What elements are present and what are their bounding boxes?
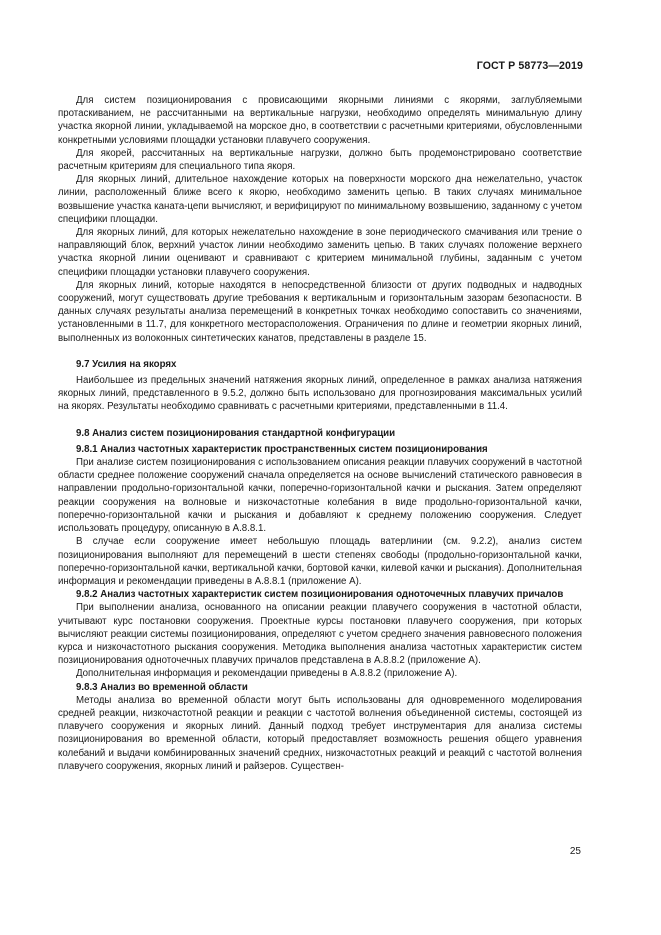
- document-id-header: ГОСТ Р 58773—2019: [476, 60, 583, 72]
- paragraph: При выполнении анализа, основанного на описании реакции плавучего сооружения в частотной области, учитывают курс постановки сооружения. Проектные курсы постановки плавучего сооружения, при которых вычисляют реакции системы позиционирования, определяют с учетом среднего значения равновесного положения курса и низкочастотного рыскания сооружения. Методика выполнения анализа частотных характеристик систем позиционирования одноточечных плавучих причалов представлена в А.8.8.2 (приложение А).: [58, 602, 582, 667]
- paragraph: Для якорных линий, для которых нежелательно нахождение в зоне периодического смачивания или трение о направляющий блок, верхний участок линии необходимо заменить цепью. В таких случаях положение верхнего участка якорной линии оценивают и сравнивают с критерием минимальной глубины, заданным с учетом специфики площадки установки плавучего сооружения.: [58, 227, 582, 278]
- subsection-heading-9-8-1: 9.8.1 Анализ частотных характеристик пространственных систем позиционирования: [76, 443, 488, 455]
- paragraph: Для систем позиционирования с провисающими якорными линиями с якорями, заглубляемыми протаскиванием, не рассчитанными на вертикальные нагрузки, необходимо определять минимальную длину участка якорной линии, укладываемой на морское дно, в соответствии с расчетными критериями, обусловленными конкретными условиями площадки установки плавучего сооружения.: [58, 95, 582, 146]
- paragraph: Дополнительная информация и рекомендации приведены в А.8.8.2 (приложение А).: [76, 668, 458, 680]
- subsection-heading-9-8-2: 9.8.2 Анализ частотных характеристик систем позиционирования одноточечных плавучих причалов: [76, 589, 564, 601]
- section-heading-9-8: 9.8 Анализ систем позиционирования стандартной конфигурации: [76, 427, 396, 439]
- page-number: 25: [569, 846, 581, 857]
- paragraph: Методы анализа во временной области могут быть использованы для одновременного моделирования средней реакции, низкочастотной реакции и реакции с частотой волнения объединенной системы, состоящей из плавучего сооружения и якорных линий. Данный подход требует инструментария для анализа системы позиционирования во временной области, который предоставляет возможность решения общего уравнения колебаний и выдачи комбинированных значений средних, низкочастотных реакций и реакций с частотой волнения плавучего сооружения, якорных линий и райзеров. Существен-: [58, 694, 582, 772]
- paragraph: Наибольшее из предельных значений натяжения якорных линий, определенное в рамках анализа натяжения якорных линий, представленного в 9.5.2, должно быть использовано для прогнозирования максимальных усилий на якорях. Результаты необходимо сравнивать с расчетными критериями, представленными в 11.4.: [58, 375, 582, 413]
- section-heading-9-7: 9.7 Усилия на якорях: [76, 358, 177, 370]
- paragraph: В случае если сооружение имеет небольшую площадь ватерлинии (см. 9.2.2), анализ систем позиционирования выполняют для перемещений в шести степенях свободы (продольно-горизонтальной качки, поперечно-горизонтальной качки, вертикальной качки, бортовой качки, килевой качки и рыскания). Дополнительная информация и рекомендации приведены в А.8.8.1 (приложение А).: [58, 536, 582, 587]
- paragraph: Для якорей, рассчитанных на вертикальные нагрузки, должно быть продемонстрировано соответствие расчетным критериям для специального типа якоря.: [58, 147, 582, 173]
- paragraph: Для якорных линий, длительное нахождение которых на поверхности морского дна нежелательно, участок линии, расположенный ближе всего к якорю, необходимо заменить цепью. В таких случаях минимальное возвышение участка каната-цепи вычисляют, и верифицируют по минимальному возвышению, заданному с учетом специфики площадки.: [58, 174, 582, 225]
- subsection-heading-9-8-3: 9.8.3 Анализ во временной области: [76, 681, 248, 693]
- paragraph: При анализе систем позиционирования с использованием описания реакции плавучих сооружений в частотной области среднее положение сооружений сначала определяется на основе вычислений статического равновесия в направлении продольно-горизонтальной качки, поперечно-горизонтальной качки и рыскания. Затем определяют реакции сооружения на волновые и низкочастотные колебания в виде продольно-горизонтальной качки, поперечно-горизонтальной качки и рыскания и добавляют к среднему положению сооружения. Следует использовать процедуру, описанную в А.8.8.1.: [58, 457, 582, 535]
- paragraph: Для якорных линий, которые находятся в непосредственной близости от других подводных и надводных сооружений, могут существовать другие требования к вертикальным и горизонтальным зазорам безопасности. В данных случаях результаты анализа перемещений в конкретных точках необходимо сопоставить со значениями, установленными в 11.7, для конкретного месторасположения. Ограничения по длине и геометрии якорных линий, выполненных из волоконных синтетических канатов, представлены в разделе 15.: [58, 279, 582, 344]
- document-body: [58, 94, 582, 773]
